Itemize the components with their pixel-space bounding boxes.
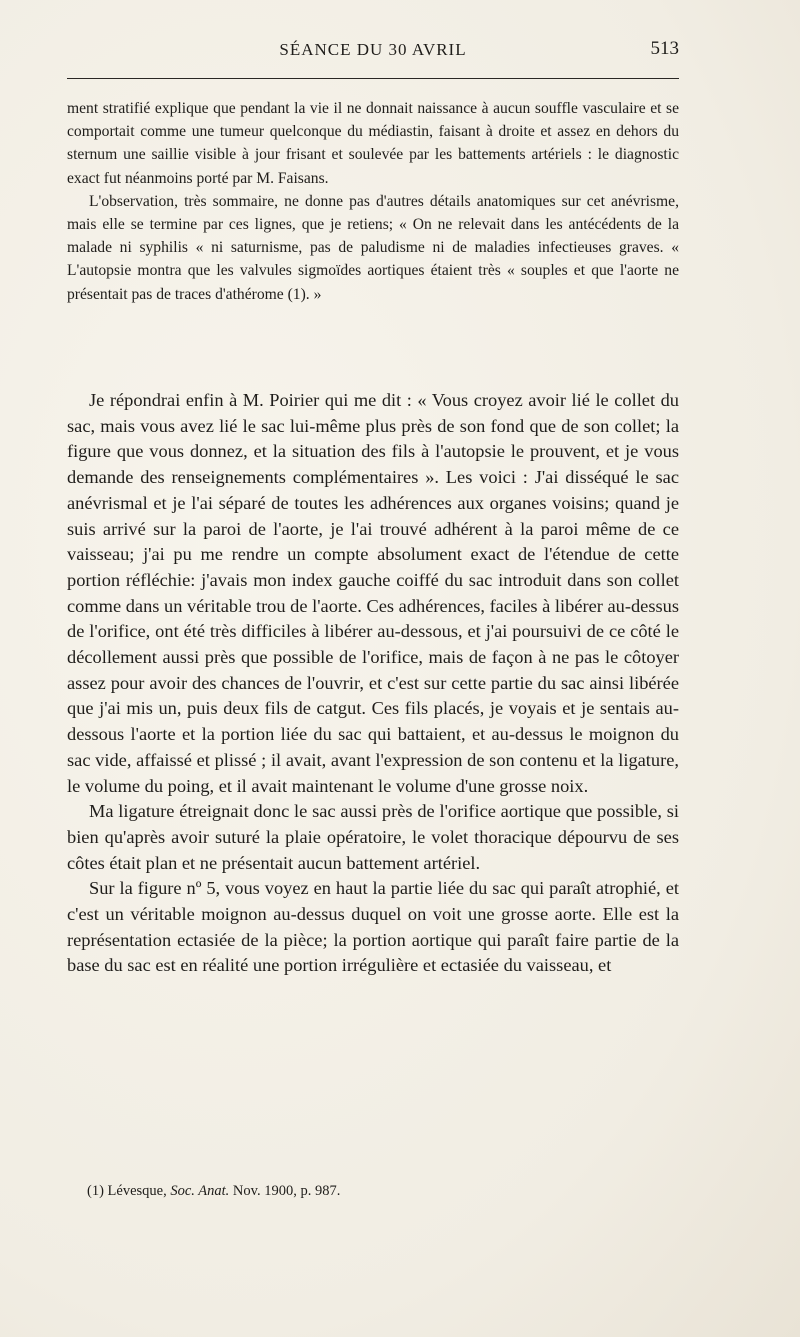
footnote-marker: (1) <box>87 1183 104 1199</box>
page-number: 513 <box>650 38 679 59</box>
page-header <box>67 36 679 76</box>
main-paragraph-3: Sur la figure nº 5, vous voyez en haut la partie liée du sac qui paraît atrophié, et c'est un véritable moignon au-dessus duquel on voit une grosse aorte. Elle est la représentation ectasiée de la pièce; la portion aortique qui paraît faire partie de la base du sac est en réalité une portion irrégulière et ectasiée du vaisseau, et <box>67 878 679 976</box>
quoted-observation-block <box>67 97 679 306</box>
quoted-paragraph-1: ment stratifié explique que pendant la vie il ne donnait naissance à aucun souffle vasculaire et se comportait comme une tumeur quelconque du médiastin, faisant à droite et assez en dehors du sternum une saillie visible à jour frisant et soulevée par les battements artériels : le diagnostic exact fut néanmoins porté par M. Faisans. <box>67 100 679 187</box>
header-rule <box>67 78 679 79</box>
footnote <box>87 1181 679 1201</box>
quoted-paragraph-2: L'observation, très sommaire, ne donne pas d'autres détails anatomiques sur cet anévrisme, mais elle se termine par ces lignes, que je retiens; « On ne relevait dans les antécédents de la malade ni syphilis « ni saturnisme, pas de paludisme ni de maladies infectieuses graves. « L'autopsie montra que les valvules sigmoïdes aortiques étaient très « souples et que l'aorte ne présentait pas de traces d'athérome (1). » <box>67 192 679 303</box>
main-text-block <box>67 388 679 979</box>
footnote-details: Nov. 1900, p. 987. <box>232 1183 341 1199</box>
main-paragraph-2: Ma ligature étreignait donc le sac aussi près de l'orifice aortique que possible, si bien qu'après avoir suturé la plaie opératoire, le volet thoracique dépourvu de ses côtes était plan et ne présentait aucun battement artériel. <box>67 801 679 873</box>
footnote-source: Soc. Anat. <box>170 1183 230 1199</box>
main-paragraph-1: Je répondrai enfin à M. Poirier qui me dit : « Vous croyez avoir lié le collet du sac, mais vous avez lié le sac lui-même plus près de son fond que de son collet; la figure que vous donnez, et la situation des fils à l'autopsie le prouvent, et je vous demande des renseignements complémentaires ». Les voici : J'ai disséqué le sac anévrismal et je l'ai séparé de toutes les adhérences aux organes voisins; quand je suis arrivé sur la paroi de l'aorte, je l'ai trouvé adhérent à la paroi même de ce vaisseau; j'ai pu me rendre un compte absolument exact de l'étendue de cette portion réfléchie: j'avais mon index gauche coiffé du sac introduit dans son collet comme dans un véritable trou de l'aorte. Ces adhérences, faciles à libérer au-dessus de l'orifice, ont été très difficiles à libérer au-dessous, et j'ai poursuivi de ce côté le décollement aussi près que possible de l'orifice, mais de façon à ne pas le côtoyer assez pour avoir des chances de l'ouvrir, et c'est sur cette partie du sac ainsi libérée que j'ai mis un, puis deux fils de catgut. Ces fils placés, je voyais et je sentais au-dessous l'aorte et la portion liée du sac qui battaient, et au-dessus le moignon du sac vide, affaissé et plissé ; il avait, avant l'expression de son contenu et la ligature, le volume du poing, et il avait maintenant le volume d'une grosse noix. <box>67 390 680 796</box>
running-title: SÉANCE DU 30 AVRIL <box>279 40 467 59</box>
footnote-author: Lévesque, <box>107 1183 167 1199</box>
